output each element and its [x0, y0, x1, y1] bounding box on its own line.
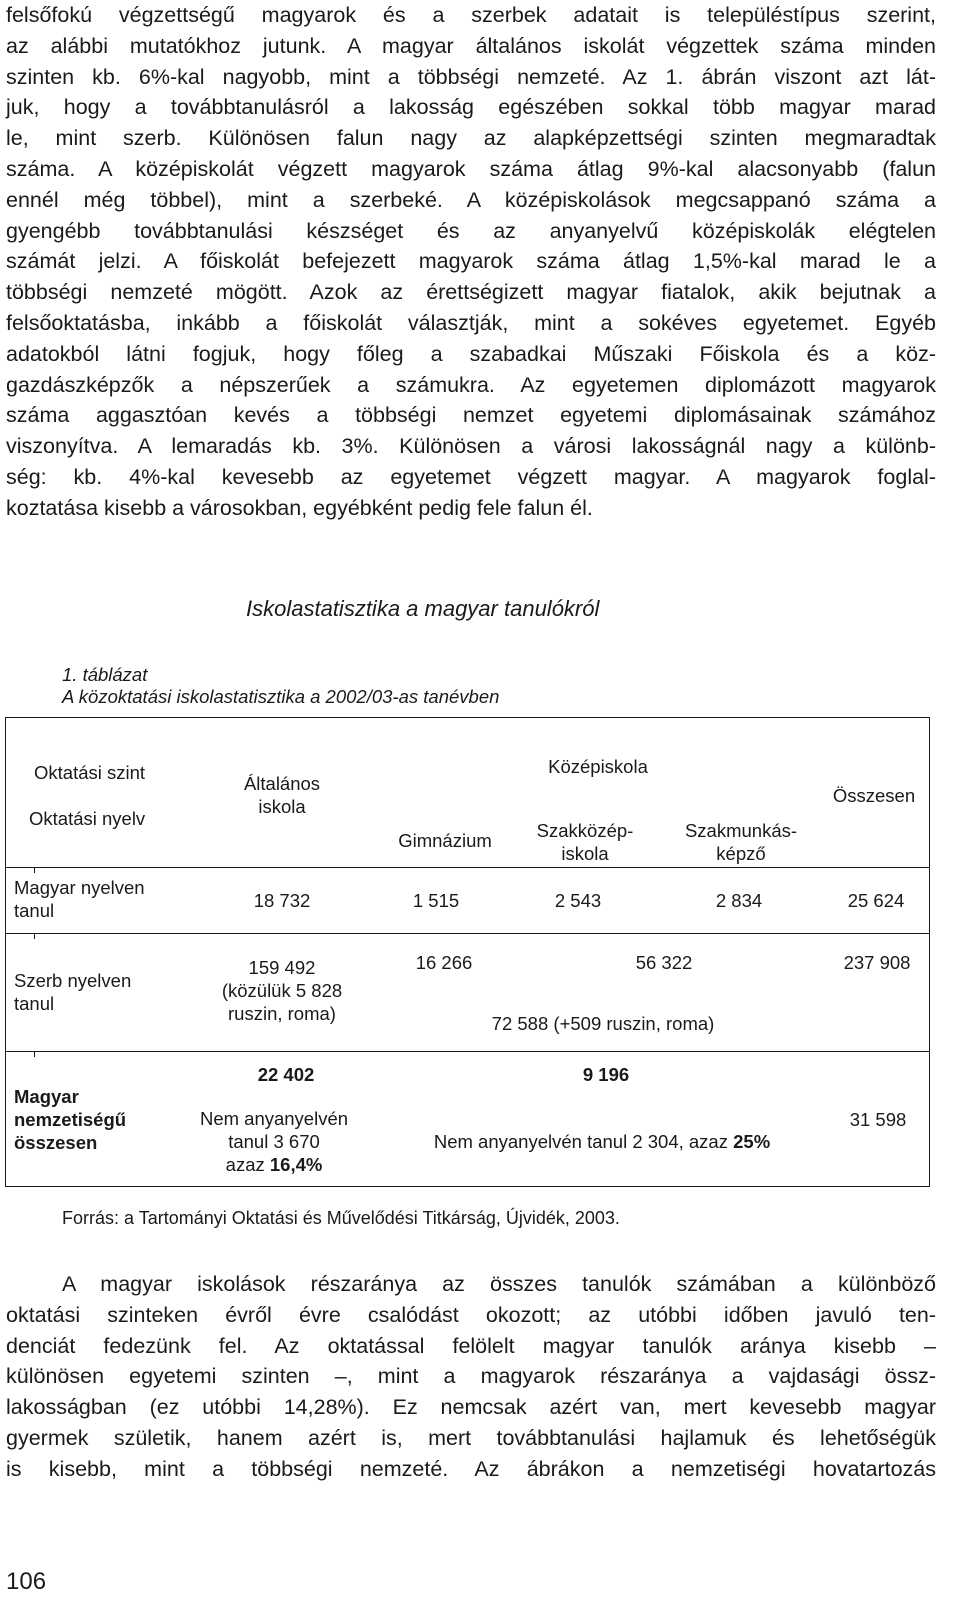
cell-secondary-total: 9 196	[582, 1064, 630, 1085]
text-line: oktatási szinteken évről évre csalódást okozott; az utóbbi időben javuló ten-	[6, 1302, 936, 1327]
row-label-hungarian-language: Magyar nyelven tanul	[14, 877, 145, 921]
cell-secondary-total: 72 588 (+509 ruszin, roma)	[491, 1013, 715, 1034]
header-vocational-secondary: Szakközép- iskola	[536, 820, 634, 864]
table-number-label: 1. táblázat	[62, 664, 148, 685]
text-line: lakosságban (ez utóbbi 14,28%). Ez nemcsak azért van, mert kevesebb magyar	[6, 1395, 936, 1420]
cell-secondary-note: Nem anyanyelvén tanul 2 304, azaz 25%	[433, 1131, 771, 1152]
header-level: Oktatási szint	[34, 762, 146, 783]
school-statistics-table	[5, 717, 930, 1187]
table-rule	[6, 867, 929, 868]
header-language: Oktatási nyelv	[29, 808, 146, 829]
text-line: gyengébb továbbtanulási készséget és az anyanyelvű középiskolák elégtelen	[6, 218, 936, 243]
page-number: 106	[6, 1568, 47, 1595]
text-line: szinten kb. 6%-kal nagyobb, mint a többségi nemzeté. Az 1. ábrán viszont azt lát-	[6, 64, 936, 89]
body-paragraph-2	[6, 1269, 936, 1485]
text-line: viszonyítva. A lemaradás kb. 3%. Különösen a városi lakosságnál nagy a különb-	[6, 434, 936, 459]
table-rule	[6, 1051, 929, 1052]
text-line: száma. A középiskolát végzett magyarok száma átlag 9%-kal alacsonyabb (falun	[6, 156, 936, 181]
header-secondary: Középiskola	[548, 756, 648, 777]
text-line: ennél még többel), mint a szerbeké. A középiskolások megcsappanó száma a	[6, 187, 936, 212]
table-rule	[6, 933, 929, 934]
cell-trade-school: 2 834	[715, 890, 763, 911]
cell-total: 31 598	[849, 1109, 907, 1130]
text-line: többségi nemzeté mögött. Azok az érettségizett magyar fiatalok, akik bejutnak a	[6, 280, 936, 305]
text-line: ség: kb. 4%-kal kevesebb az egyetemet végzett magyar. A magyarok foglal-	[6, 464, 936, 489]
cell-total: 237 908	[843, 952, 911, 973]
text-line: száma aggasztóan kevés a többségi nemzet egyetemi diplomásainak számához	[6, 403, 936, 428]
table-source-note: Forrás: a Tartományi Oktatási és Művelődési Titkárság, Újvidék, 2003.	[62, 1208, 620, 1228]
text-line: az alábbi mutatókhoz jutunk. A magyar általános iskolát végzettek száma minden	[6, 33, 936, 58]
body-paragraph-1	[6, 0, 936, 524]
text-line: gazdászképzők a népszerűek a számukra. Az egyetemen diplomázott magyarok	[6, 372, 936, 397]
cell-vocational-secondary: 2 543	[554, 890, 602, 911]
table-tick	[34, 867, 35, 873]
header-gymnasium: Gimnázium	[398, 830, 492, 851]
cell-elementary-note: Nem anyanyelvén tanul 3 670 azaz 16,4%	[199, 1108, 349, 1175]
text-line: gyermek születik, hanem azért is, mert továbbtanulási hajlamuk és lehetőségük	[6, 1425, 936, 1450]
text-line: felsőfokú végzettségű magyarok és a szerbek adatait is településtípus szerint,	[6, 3, 936, 27]
cell-gymnasium: 1 515	[412, 890, 460, 911]
text-line: különösen egyetemi szinten –, mint a magyarok részaránya a vajdasági össz-	[6, 1364, 936, 1389]
header-elementary: Általános iskola	[243, 773, 321, 817]
cell-gymnasium: 16 266	[415, 952, 473, 973]
text-line: felsőoktatásba, inkább a főiskolát választják, mint a sokéves egyetemet. Egyéb	[6, 310, 936, 335]
cell-vocational-trade: 56 322	[635, 952, 693, 973]
text-line: denciát fedezünk fel. Az oktatással felölelt magyar tanulók aránya kisebb –	[6, 1333, 936, 1358]
row-label-hungarian-total: Magyar nemzetiségű összesen	[14, 1086, 127, 1153]
text-line: A magyar iskolások részaránya az összes tanulók számában a különböző	[62, 1272, 936, 1296]
table-caption: A közoktatási iskolastatisztika a 2002/03-as tanévben	[62, 686, 500, 707]
text-line: koztatása kisebb a városokban, egyébként pedig fele falun él.	[6, 495, 593, 520]
cell-elementary: 18 732	[253, 890, 311, 911]
table-tick	[34, 1051, 35, 1057]
text-line: le, mint szerb. Különösen falun nagy az alapképzettségi szinten megmaradtak	[6, 126, 936, 151]
header-total: Összesen	[832, 785, 916, 806]
section-heading: Iskolastatisztika a magyar tanulókról	[246, 596, 600, 621]
row-label-serbian-language: Szerb nyelven tanul	[14, 970, 132, 1014]
header-trade-school: Szakmunkás- képző	[684, 820, 798, 864]
text-line: is kisebb, mint a többségi nemzeté. Az ábrákon a nemzetiségi hovatartozás	[6, 1456, 936, 1481]
cell-total: 25 624	[847, 890, 905, 911]
cell-elementary: 159 492 (közülük 5 828 ruszin, roma)	[221, 957, 343, 1024]
text-line: juk, hogy a továbbtanulásról a lakosság egészében sokkal több magyar marad	[6, 95, 936, 120]
cell-elementary-total: 22 402	[257, 1064, 315, 1085]
text-line: adatokból látni fogjuk, hogy főleg a szabadkai Műszaki Főiskola és a köz-	[6, 341, 936, 366]
text-line: számát jelzi. A főiskolát befejezett magyarok száma átlag 1,5%-kal marad le a	[6, 249, 936, 274]
table-tick	[34, 933, 35, 939]
